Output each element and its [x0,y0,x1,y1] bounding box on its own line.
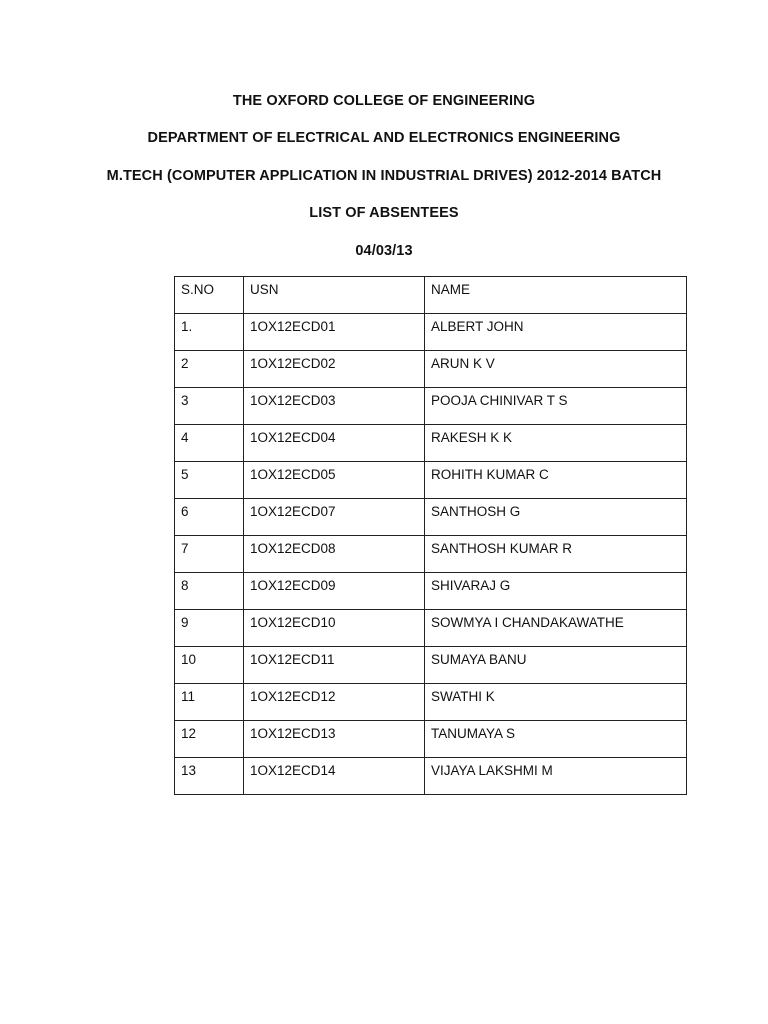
cell-usn: 1OX12ECD10 [244,610,425,647]
cell-sno: 4 [175,425,244,462]
cell-name: SWATHI K [425,684,687,721]
cell-sno: 8 [175,573,244,610]
cell-name: ARUN K V [425,351,687,388]
cell-sno: 2 [175,351,244,388]
header-cell-usn: USN [244,277,425,314]
cell-name: POOJA CHINIVAR T S [425,388,687,425]
cell-sno: 5 [175,462,244,499]
program-batch: M.TECH (COMPUTER APPLICATION IN INDUSTRIAL DRIVES) 2012-2014 BATCH [106,168,662,184]
table-header-row [175,277,687,314]
cell-name: RAKESH K K [425,425,687,462]
table-row [175,573,687,610]
document-title: LIST OF ABSENTEES [309,205,459,221]
cell-usn: 1OX12ECD02 [244,351,425,388]
table-row [175,647,687,684]
header-cell-name: NAME [425,277,687,314]
cell-sno: 1. [175,314,244,351]
cell-usn: 1OX12ECD09 [244,573,425,610]
table-row [175,536,687,573]
cell-name: SANTHOSH KUMAR R [425,536,687,573]
table-row [175,499,687,536]
cell-sno: 10 [175,647,244,684]
college-name: THE OXFORD COLLEGE OF ENGINEERING [232,93,536,109]
cell-usn: 1OX12ECD13 [244,721,425,758]
cell-usn: 1OX12ECD04 [244,425,425,462]
cell-sno: 9 [175,610,244,647]
cell-usn: 1OX12ECD03 [244,388,425,425]
cell-name: SHIVARAJ G [425,573,687,610]
cell-sno: 7 [175,536,244,573]
cell-usn: 1OX12ECD07 [244,499,425,536]
table-row [175,425,687,462]
cell-sno: 3 [175,388,244,425]
cell-sno: 12 [175,721,244,758]
department-name: DEPARTMENT OF ELECTRICAL AND ELECTRONICS ENGINEERING [147,130,621,146]
cell-name: SANTHOSH G [425,499,687,536]
cell-usn: 1OX12ECD08 [244,536,425,573]
table-row [175,610,687,647]
cell-usn: 1OX12ECD01 [244,314,425,351]
cell-sno: 13 [175,758,244,795]
cell-name: VIJAYA LAKSHMI M [425,758,687,795]
table-row [175,684,687,721]
document-date: 04/03/13 [355,243,413,259]
cell-usn: 1OX12ECD14 [244,758,425,795]
cell-usn: 1OX12ECD11 [244,647,425,684]
cell-usn: 1OX12ECD12 [244,684,425,721]
cell-name: SUMAYA BANU [425,647,687,684]
cell-name: ROHITH KUMAR C [425,462,687,499]
absentees-table [174,276,687,795]
table-row [175,462,687,499]
table-row [175,758,687,795]
cell-sno: 11 [175,684,244,721]
table-row [175,314,687,351]
table-row [175,351,687,388]
table-row [175,388,687,425]
cell-sno: 6 [175,499,244,536]
header-cell-sno: S.NO [175,277,244,314]
cell-name: TANUMAYA S [425,721,687,758]
cell-name: SOWMYA I CHANDAKAWATHE [425,610,687,647]
cell-name: ALBERT JOHN [425,314,687,351]
cell-usn: 1OX12ECD05 [244,462,425,499]
table-row [175,721,687,758]
